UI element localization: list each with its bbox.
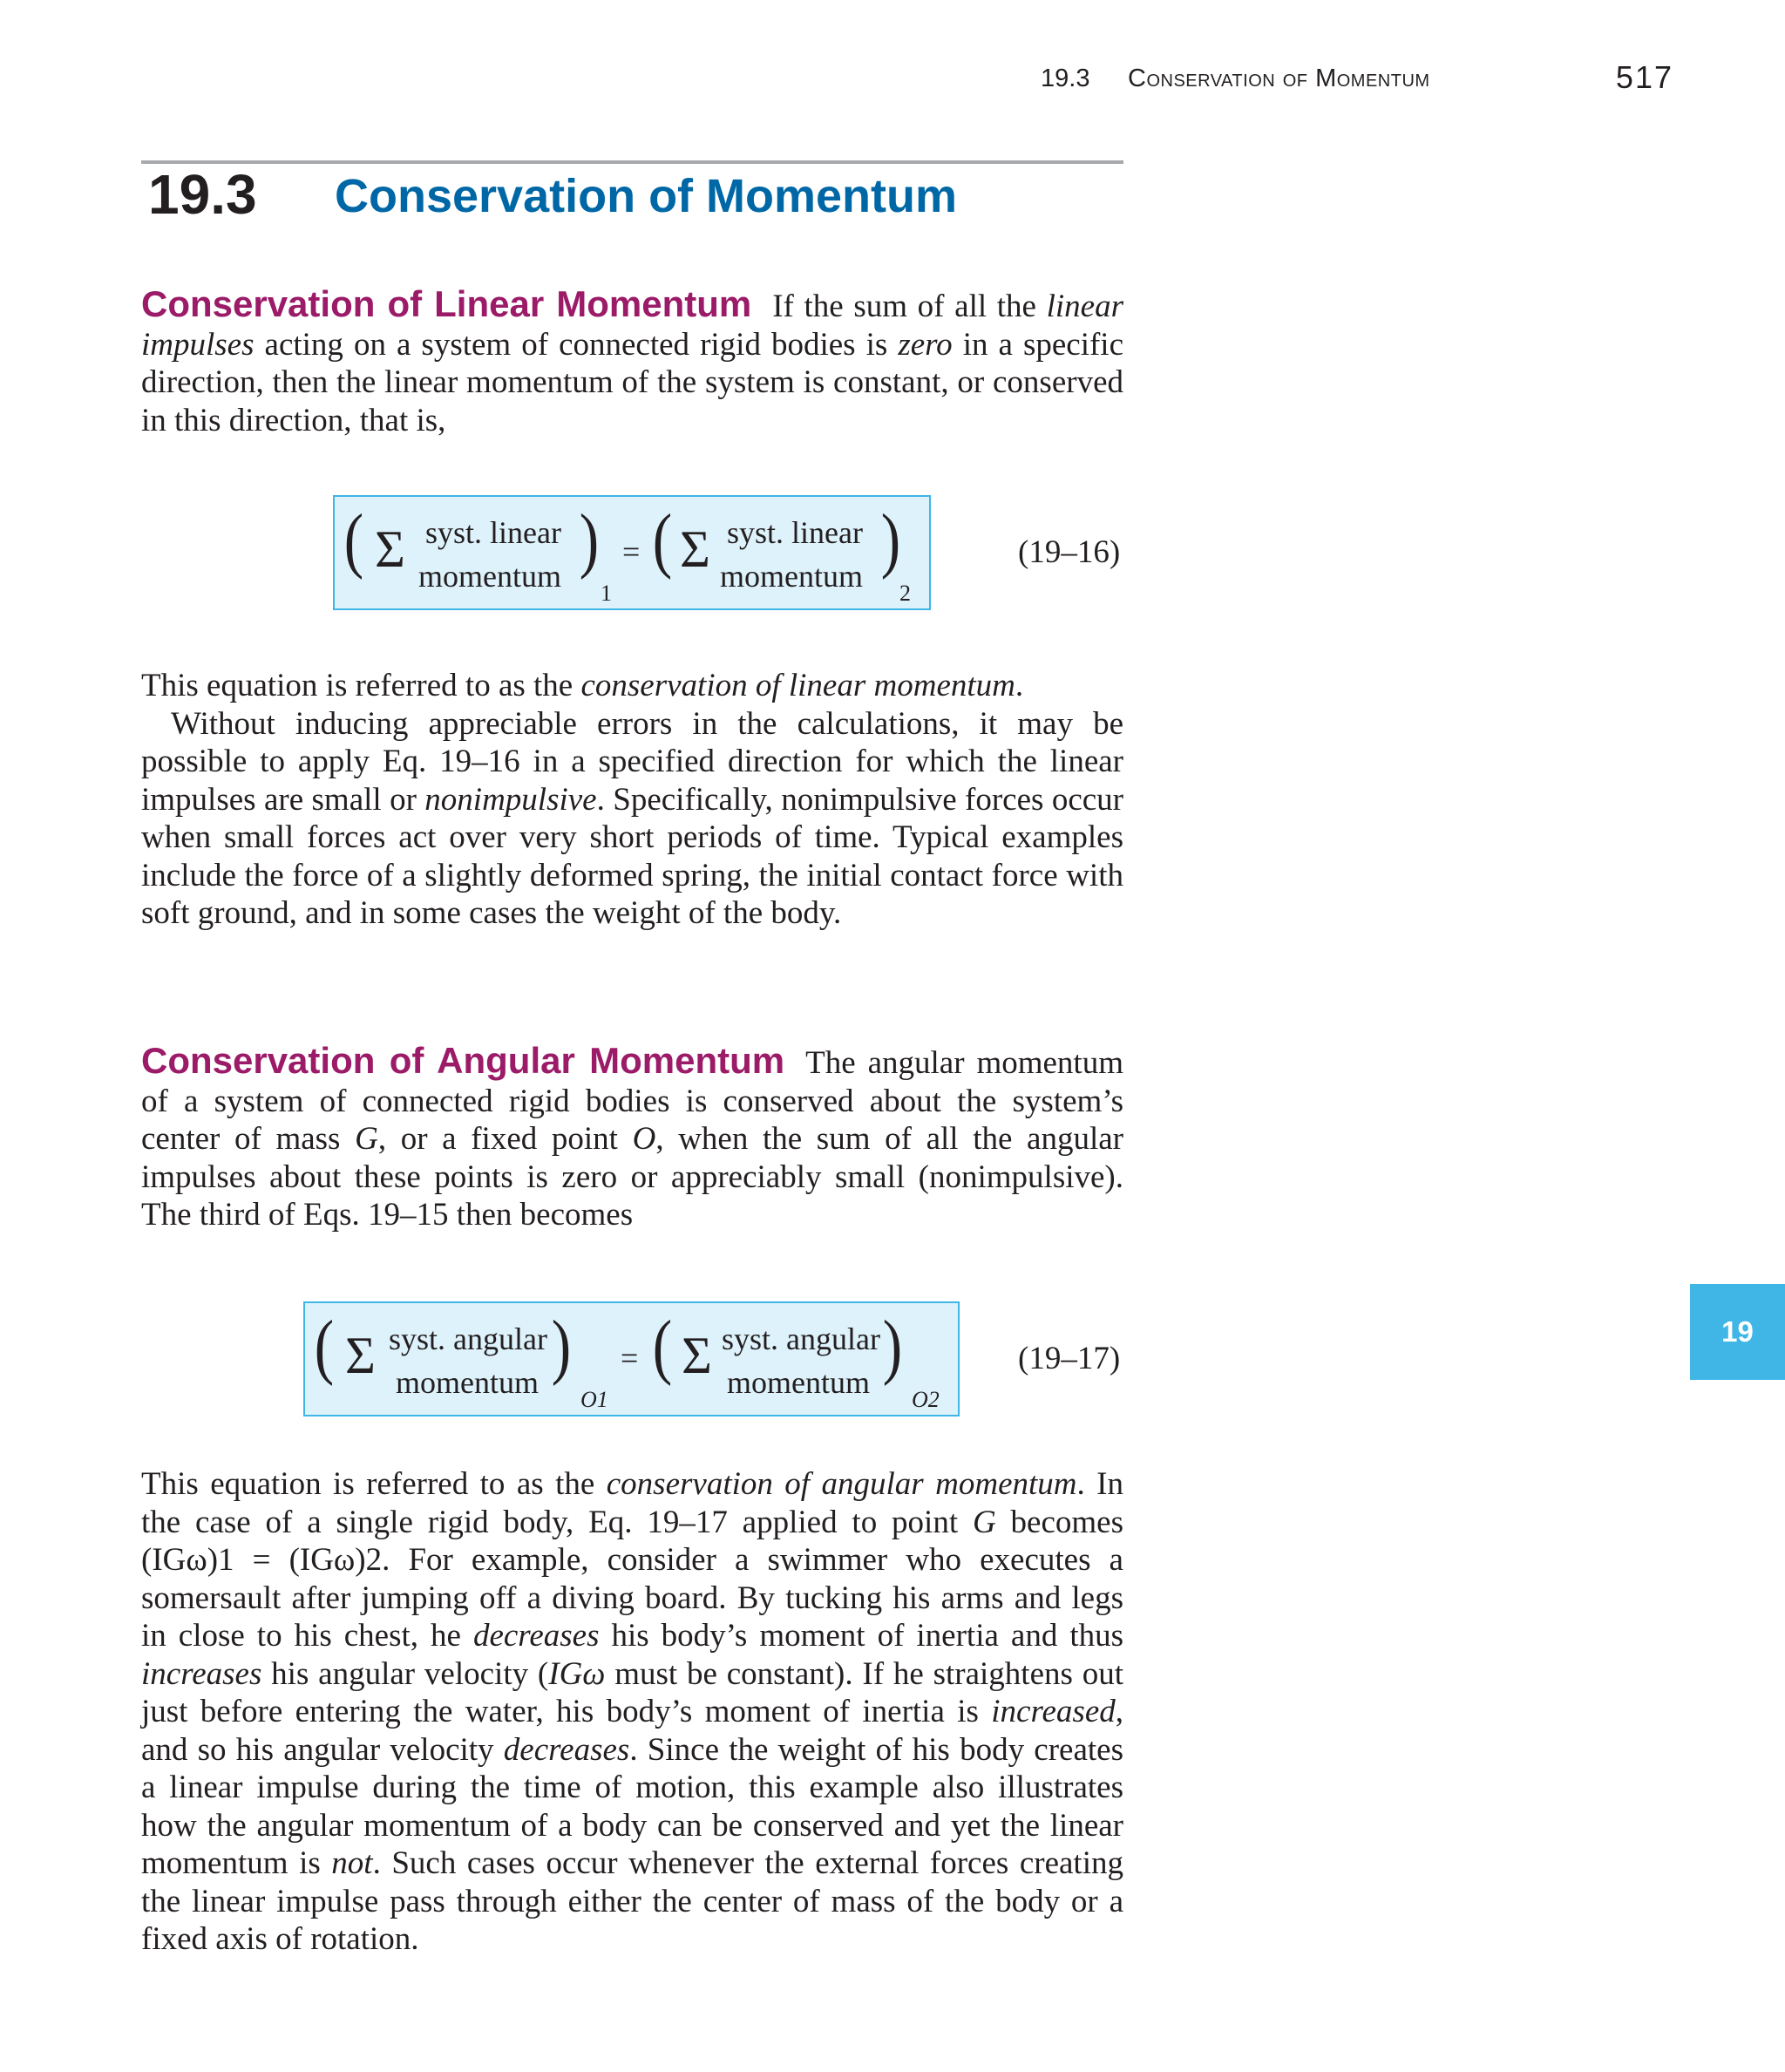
text-run: The angular momentum of a system of connected rigid bodies is conserved about the system’s center of mass (141, 1045, 1123, 1157)
text-run: If the sum of all the (772, 289, 1047, 324)
text-run: his body’s moment of inertia and thus (599, 1618, 1123, 1654)
paren-close: ) (551, 1306, 572, 1387)
text-run: Without inducing appreciable errors in the calculations, it may be possible to apply Eq. 19–16 in a specified direction for which the linear impulses are small or (141, 705, 1123, 818)
text-run: acting on a system of connected rigid bodies is (254, 326, 899, 363)
equals-sign: = (622, 534, 641, 569)
text-run: , when the sum of all the angular impulses about these points is zero or appreciably small (nonimpulsive). The third of Eqs. 19–15 then becomes (141, 1121, 1123, 1233)
eq-term: momentum (396, 1365, 539, 1400)
text-run: increased (991, 1694, 1116, 1729)
eq-subscript: O2 (912, 1387, 940, 1412)
text-run: , or a fixed point (377, 1121, 633, 1157)
paren-close: ) (880, 499, 901, 581)
section-rule (141, 160, 1123, 164)
equation-number: (19–17) (1018, 1341, 1121, 1376)
linear-intro (141, 285, 1123, 439)
text-run: G (355, 1121, 378, 1157)
eq-subscript: O1 (580, 1387, 608, 1412)
sigma-symbol: Σ (345, 1327, 376, 1384)
eq-term: momentum (418, 559, 561, 594)
text-run: decreases (503, 1731, 630, 1768)
text-run: not (331, 1845, 373, 1881)
angular-intro (141, 1042, 1123, 1234)
chapter-tab: 19 (1690, 1284, 1785, 1380)
eq-subscript: 1 (601, 581, 612, 606)
sigma-symbol: Σ (680, 520, 710, 578)
paren-open: ( (652, 1306, 673, 1387)
sigma-symbol: Σ (682, 1327, 712, 1384)
text-run: O (632, 1121, 656, 1157)
text-run: G (972, 1504, 996, 1540)
text-run: must be constant). If he straightens out just before entering the water, his body’s moment of inertia is (141, 1655, 1123, 1729)
equation-19-17 (303, 1301, 960, 1416)
text-run: linear impulses (141, 289, 1123, 363)
text-run: . Specifically, nonimpulsive forces occur when small forces act over very short periods of time. Typical examples include the force of a slightly deformed spring, the initial contact force with soft ground, and in some cases the weight of the body. (141, 781, 1123, 931)
sigma-symbol: Σ (375, 520, 405, 578)
paren-close: ) (882, 1306, 903, 1387)
linear-body (141, 667, 1123, 933)
text-run: (IGω)1 = (IGω)2 (141, 1542, 383, 1578)
text-run: This equation is referred to as the (141, 1466, 607, 1502)
text-run: . Since the weight of his body creates a linear impulse during the time of motion, this example also illustrates how the angular momentum of a body can be conserved and yet the linear momentum is (141, 1731, 1123, 1881)
eq-term: momentum (727, 1365, 870, 1400)
linear-heading: Conservation of Linear Momentum (141, 283, 752, 324)
angular-body (141, 1465, 1123, 1959)
text-run: decreases (472, 1618, 600, 1654)
equals-sign: = (621, 1341, 639, 1376)
eq-term: momentum (720, 559, 863, 594)
eq-term: syst. linear (727, 515, 863, 550)
text-run: This equation is referred to as the (141, 668, 581, 703)
eq-term: syst. linear (425, 515, 561, 550)
text-run: . Such cases occur whenever the external forces creating the linear impulse pass through either the center of mass of the body or a fixed axis of rotation. (141, 1845, 1123, 1957)
text-run: . For example, consider a swimmer who executes a somersault after jumping off a diving board. By tucking his arms and legs in close to his chest, he (141, 1542, 1123, 1654)
eq-term: syst. angular (389, 1321, 547, 1356)
paren-close: ) (579, 499, 600, 581)
text-run: becomes (995, 1504, 1123, 1540)
section-title: Conservation of Momentum (335, 170, 958, 222)
text-run: conservation of angular momentum (606, 1466, 1077, 1502)
header-section-number: 19.3 (1041, 65, 1090, 92)
text-run: in a specific direction, then the linear momentum of the system is constant, or conserved in this direction, that is, (141, 326, 1123, 438)
text-run: nonimpulsive (424, 781, 597, 818)
eq-subscript: 2 (899, 581, 911, 606)
paren-open: ( (343, 499, 364, 581)
text-run: increases (141, 1655, 262, 1692)
text-run: his angular velocity ( (261, 1655, 549, 1692)
text-run: . (1015, 668, 1024, 703)
text-run: conservation of linear momentum (580, 668, 1015, 703)
paren-open: ( (652, 499, 673, 581)
text-run: . In the case of a single rigid body, Eq. 19–17 applied to point (141, 1466, 1124, 1540)
equation-number: (19–16) (1018, 534, 1121, 570)
header-section-title: Conservation of Momentum (1128, 65, 1430, 92)
text-run: IGω (548, 1655, 606, 1692)
paren-open: ( (314, 1306, 335, 1387)
section-number: 19.3 (148, 163, 257, 226)
equation-19-16 (333, 495, 931, 610)
eq-term: syst. angular (722, 1321, 880, 1356)
running-header (1037, 59, 1673, 103)
angular-heading: Conservation of Angular Momentum (141, 1040, 785, 1081)
text-run: zero (898, 326, 953, 363)
text-run: , and so his angular velocity (141, 1694, 1123, 1768)
page-number: 517 (1615, 59, 1673, 95)
